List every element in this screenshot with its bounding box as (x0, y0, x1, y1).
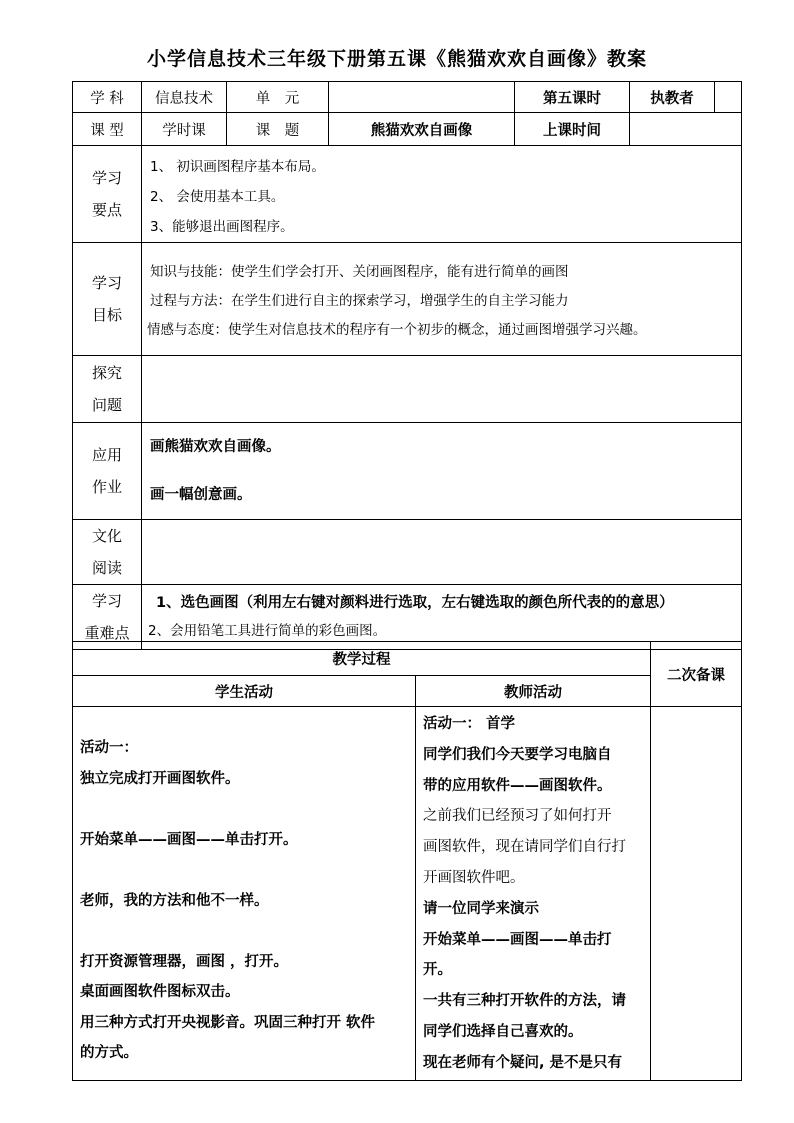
homework-label: 应用 作业 (73, 423, 142, 520)
student-line: 开始菜单——画图——单击打开。 (80, 831, 298, 848)
homework-item: 画一幅创意画。 (150, 487, 252, 503)
homework-row (73, 423, 742, 520)
teacher-line: 开画图软件吧。 (423, 869, 525, 886)
type-label: 课 型 (73, 113, 142, 146)
student-line: 活动一： (80, 740, 138, 756)
inquiry-content (142, 356, 742, 423)
header-row-2 (73, 113, 742, 146)
teacher-line: 开始菜单——画图——单击打 (423, 931, 612, 948)
key-points-row (73, 146, 742, 243)
reading-content (142, 520, 742, 585)
teacher-line: 同学们我们今天要学习电脑自 (423, 746, 612, 763)
student-line (80, 855, 415, 886)
subject-label: 学 科 (73, 82, 142, 113)
teacher-line: 带的应用软件——画图软件。 (423, 777, 612, 794)
second-prep-header: 二次备课 (651, 642, 742, 707)
teacher-line: 开。 (423, 962, 452, 979)
objectives-label: 学习 目标 (73, 243, 142, 356)
teacher-activity-header: 教师活动 (416, 676, 651, 707)
process-header-row (73, 642, 742, 676)
homework-item: 画熊猫欢欢自画像。 (150, 439, 281, 455)
objective-item: 过程与方法：在学生们进行自主的探索学习，增强学生的自主学习能力 (150, 292, 569, 309)
key-point-item: 1、 初识画图程序基本布局。 (150, 159, 325, 175)
type-value: 学时课 (142, 113, 227, 146)
unit-value (329, 82, 515, 113)
homework-content (142, 423, 742, 520)
student-line: 老师，我的方法和他不一样。 (80, 892, 269, 909)
student-line: 打开资源管理器，画图 ，打开。 (80, 953, 289, 970)
teacher-line: 画图软件，现在请同学们自行打 (423, 839, 626, 856)
teacher-line: 一共有三种打开软件的方法，请 (423, 993, 626, 1010)
lesson-period: 第五课时 (515, 82, 630, 113)
objectives-row (73, 243, 742, 356)
reading-label: 文化 阅读 (73, 520, 142, 585)
class-time-label: 上课时间 (515, 113, 630, 146)
student-activity-content (73, 707, 416, 1081)
lesson-info-table (72, 81, 742, 650)
key-points-label: 学习 要点 (73, 146, 142, 243)
key-points-content (142, 146, 742, 243)
student-activity-header: 学生活动 (73, 676, 416, 707)
difficulties-row (73, 585, 742, 650)
teacher-line: 活动一： 首学 (423, 716, 516, 732)
activity-header-row (73, 676, 742, 707)
difficulties-content (142, 585, 742, 650)
teacher-label: 执教者 (630, 82, 715, 113)
student-line (80, 794, 415, 825)
objective-item: 情感与态度：使学生对信息技术的程序有一个初步的概念，通过画图增强学习兴趣。 (147, 321, 647, 338)
subject-value: 信息技术 (142, 82, 227, 113)
process-header: 教学过程 (73, 642, 651, 676)
class-time-value (630, 113, 742, 146)
second-prep-content (651, 707, 742, 1081)
objectives-content (142, 243, 742, 356)
student-line (80, 916, 415, 947)
inquiry-row (73, 356, 742, 423)
key-point-item: 3、能够退出画图程序。 (150, 219, 294, 235)
key-point-item: 2、 会使用基本工具。 (150, 189, 285, 205)
student-line: 桌面画图软件图标双击。 (80, 984, 240, 1000)
reading-row (73, 520, 742, 585)
objective-item: 知识与技能：使学生们学会打开、关闭画图程序，能有进行简单的画图 (150, 263, 569, 280)
page-title: 小学信息技术三年级下册第五课《熊猫欢欢自画像》教案 (146, 48, 647, 70)
student-line: 用三种方式打开央视影音。巩固三种打开 软件 (80, 1014, 376, 1031)
unit-label: 单 元 (227, 82, 329, 113)
teaching-process-table (72, 641, 742, 1081)
teacher-line: 同学们选择自己喜欢的。 (423, 1023, 583, 1040)
teacher-line: 之前我们已经预习了如何打开 (423, 808, 612, 825)
header-row-1 (73, 82, 742, 113)
teacher-line: 请一位同学来演示 (423, 900, 539, 917)
student-line: 的方式。 (80, 1045, 138, 1061)
inquiry-label: 探究 问题 (73, 356, 142, 423)
teacher-value (715, 82, 742, 113)
topic-value: 熊猫欢欢自画像 (329, 113, 515, 146)
topic-label: 课 题 (227, 113, 329, 146)
difficulties-label: 学习 重难点 (73, 585, 142, 650)
difficulty-item: 1、选色画图（利用左右键对颜料进行选取，左右键选取的颜色所代表的的意思） (156, 595, 674, 611)
teacher-activity-content (416, 707, 651, 1081)
difficulty-item: 2、会用铅笔工具进行简单的彩色画图。 (148, 623, 387, 639)
teacher-line: 现在老师有个疑问, 是不是只有 (423, 1054, 623, 1071)
student-line: 独立完成打开画图软件。 (80, 770, 240, 787)
activity-content-row (73, 707, 742, 1081)
